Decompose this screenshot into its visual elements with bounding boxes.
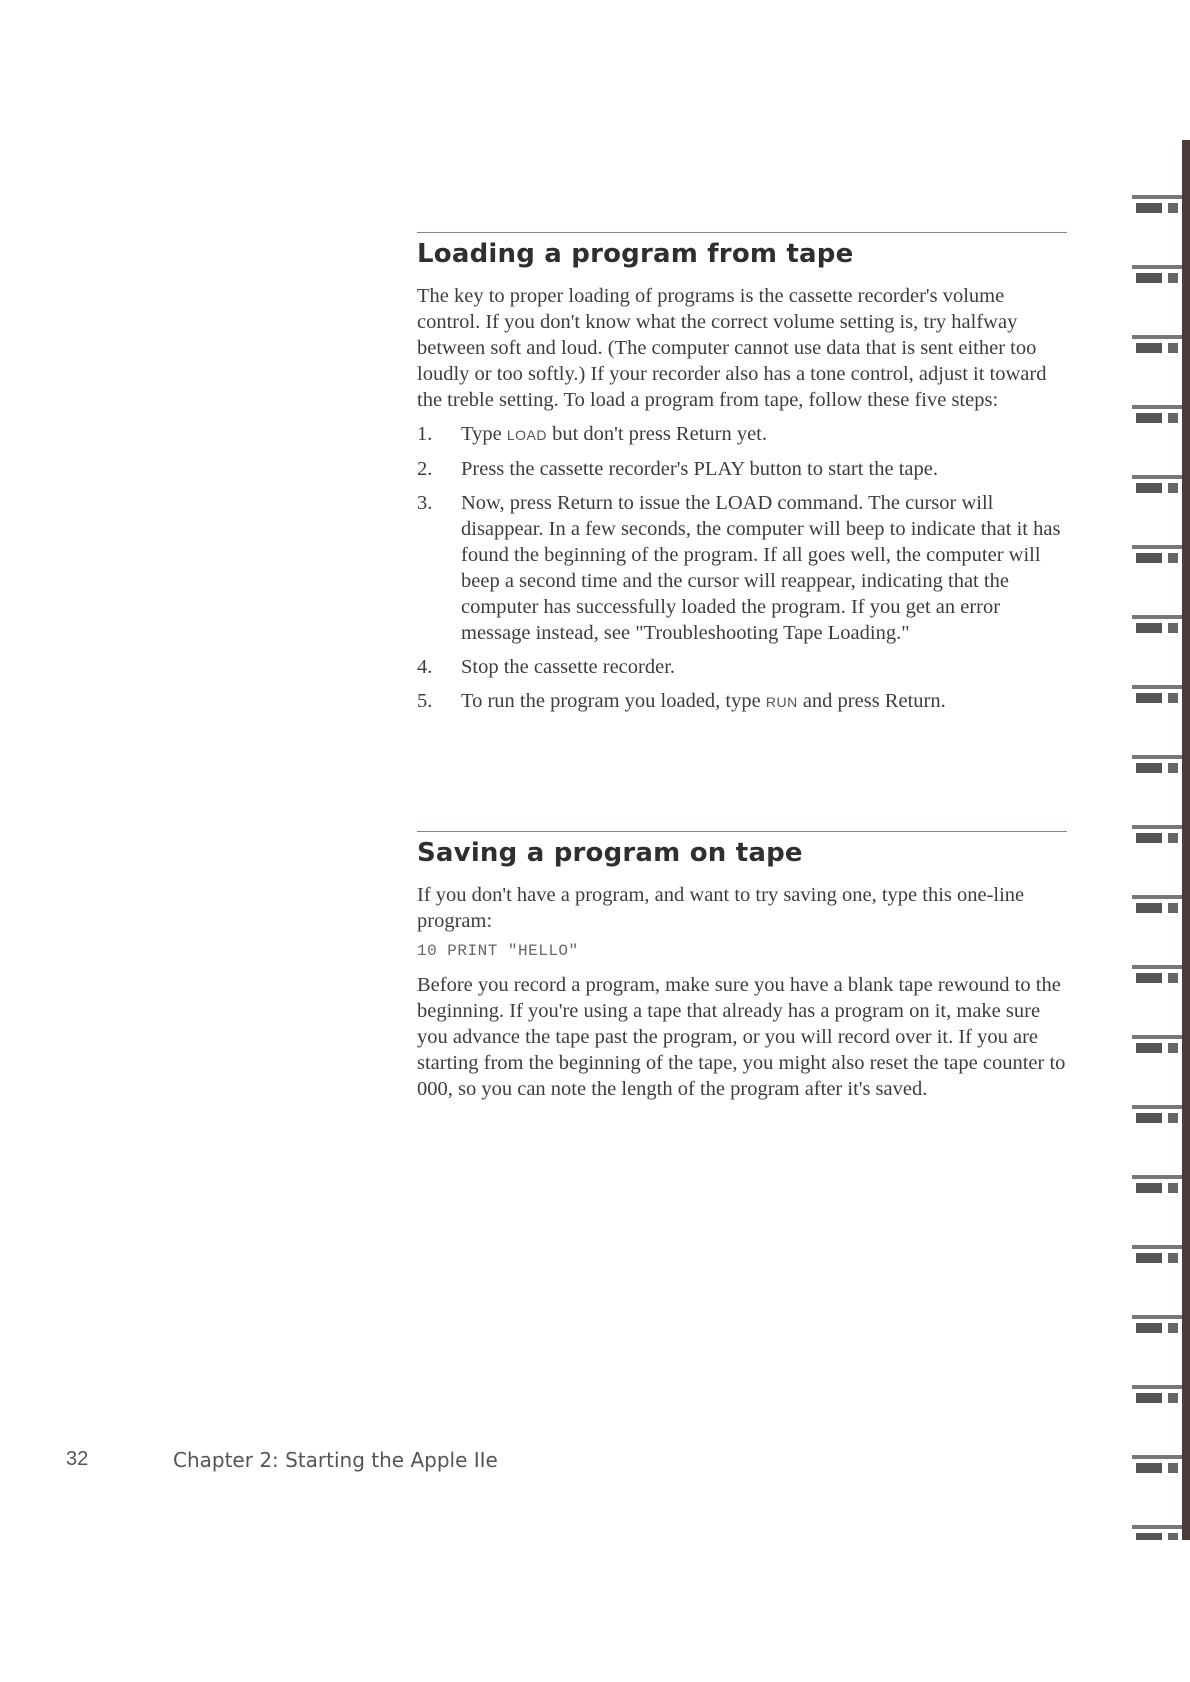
- section-rule: [417, 831, 1067, 832]
- body-paragraph: Before you record a program, make sure you have a blank tape rewound to the beginning. If you're using a tape that already has a program on it, make sure you advance the tape past the program, or you will record over it. If you are starting from the beginning of the tape, you might also reset the tape counter to 000, so you can note the length of the program after it's saved.: [417, 974, 1066, 1100]
- binding-coil-line: [1132, 755, 1182, 759]
- binding-coil: [1136, 693, 1162, 703]
- binding-coil: [1136, 903, 1162, 913]
- binding-coil-line: [1132, 965, 1182, 969]
- binding-coil: [1136, 1253, 1162, 1263]
- keyword-run: RUN: [765, 694, 798, 710]
- binding-coil-line: [1132, 475, 1182, 479]
- binding-coil: [1136, 1043, 1162, 1053]
- step-text: [461, 421, 1067, 448]
- binding-coil: [1168, 413, 1178, 423]
- binding-coil-line: [1132, 615, 1182, 619]
- binding-coil-line: [1132, 895, 1182, 899]
- section-saving: [417, 831, 1067, 1110]
- binding-coil: [1168, 1323, 1178, 1333]
- chapter-title: Chapter 2: Starting the Apple IIe: [173, 1448, 498, 1472]
- binding-coil: [1168, 1463, 1178, 1473]
- intro-paragraph: The key to proper loading of programs is the cassette recorder's volume control. If you don't know what the correct volume setting is, try halfway between soft and loud. (The computer cannot use data that is sent either too loudly or too softly.) If your recorder also has a tone control, adjust it toward the treble setting. To load a program from tape, follow these five steps:: [417, 285, 1047, 411]
- binding-coil-line: [1132, 1455, 1182, 1459]
- binding-coil: [1168, 1393, 1178, 1403]
- list-item: [417, 654, 1067, 680]
- binding-coil: [1136, 1533, 1162, 1540]
- step-text: [461, 688, 1067, 715]
- binding-coil: [1168, 973, 1178, 983]
- step-number: 1.: [417, 423, 433, 445]
- binding-coil: [1168, 903, 1178, 913]
- binding-coil: [1136, 1323, 1162, 1333]
- binding-coil: [1168, 1183, 1178, 1193]
- step-text: Now, press Return to issue the LOAD command. The cursor will disappear. In a few seconds, the computer will beep to indicate that it has found the beginning of the program. If all goes well, the computer will beep a second time and the cursor will reappear, indicating that the computer has successfully loaded the program. If you get an error message instead, see "Troubleshooting Tape Loading.": [461, 492, 1061, 644]
- keyword-load: LOAD: [506, 427, 547, 443]
- step-text-after: and press Return.: [797, 690, 946, 712]
- step-text: Press the cassette recorder's PLAY button to start the tape.: [461, 458, 938, 480]
- binding-coil-line: [1132, 825, 1182, 829]
- binding-coil-line: [1132, 1175, 1182, 1179]
- binding-coil: [1168, 1253, 1178, 1263]
- binding-coil-line: [1132, 195, 1182, 199]
- binding-coil-line: [1132, 405, 1182, 409]
- list-item: [417, 688, 1067, 715]
- binding-coil: [1136, 273, 1162, 283]
- step-number: 3.: [417, 492, 433, 514]
- binding-coil: [1136, 1183, 1162, 1193]
- binding-coil-line: [1132, 335, 1182, 339]
- binding-coil: [1136, 553, 1162, 563]
- binding-coil: [1136, 833, 1162, 843]
- section-rule: [417, 232, 1067, 233]
- binding-coil: [1168, 553, 1178, 563]
- binding-coil-line: [1132, 1315, 1182, 1319]
- binding-coil: [1136, 1463, 1162, 1473]
- binding-coil-line: [1132, 265, 1182, 269]
- binding-coil: [1168, 833, 1178, 843]
- step-text-before: Type: [461, 423, 507, 445]
- binding-coils: [1132, 195, 1182, 1540]
- intro-paragraph: If you don't have a program, and want to try saving one, type this one-line program:: [417, 884, 1025, 932]
- binding-coil: [1168, 483, 1178, 493]
- step-text-before: To run the program you loaded, type: [461, 690, 766, 712]
- binding-coil: [1168, 763, 1178, 773]
- binding-coil: [1136, 763, 1162, 773]
- step-number: 2.: [417, 458, 433, 480]
- section-loading: [417, 232, 1067, 723]
- section-heading: Saving a program on tape: [417, 838, 803, 868]
- binding-coil-line: [1132, 1105, 1182, 1109]
- page-number: 32: [66, 1448, 89, 1470]
- binding-coil: [1136, 623, 1162, 633]
- binding-coil-line: [1132, 1245, 1182, 1249]
- section-heading: Loading a program from tape: [417, 239, 854, 269]
- binding-coil: [1168, 1113, 1178, 1123]
- binding-coil: [1168, 343, 1178, 353]
- binding-coil-line: [1132, 1525, 1182, 1529]
- binding-coil: [1136, 343, 1162, 353]
- binding-coil: [1168, 693, 1178, 703]
- binding-coil: [1168, 623, 1178, 633]
- binding-coil-line: [1132, 545, 1182, 549]
- list-item: [417, 490, 1067, 646]
- binding-coil-line: [1132, 1385, 1182, 1389]
- steps-list: [417, 421, 1067, 715]
- binding-coil-line: [1132, 685, 1182, 689]
- step-number: 5.: [417, 690, 433, 712]
- code-sample: 10 PRINT "HELLO": [417, 942, 579, 960]
- binding-coil-line: [1132, 1035, 1182, 1039]
- binding-coil: [1168, 1043, 1178, 1053]
- binding-coil: [1136, 1113, 1162, 1123]
- list-item: [417, 456, 1067, 482]
- binding-coil: [1136, 203, 1162, 213]
- binding-coil: [1136, 973, 1162, 983]
- spiral-binding: [1128, 140, 1190, 1540]
- binding-coil: [1136, 413, 1162, 423]
- binding-coil: [1168, 203, 1178, 213]
- binding-coil: [1136, 483, 1162, 493]
- binding-coil: [1168, 273, 1178, 283]
- step-text-after: but don't press Return yet.: [546, 423, 768, 445]
- list-item: [417, 421, 1067, 448]
- binding-coil: [1168, 1533, 1178, 1540]
- binding-spine: [1182, 140, 1190, 1540]
- step-number: 4.: [417, 656, 433, 678]
- binding-coil: [1136, 1393, 1162, 1403]
- step-text: Stop the cassette recorder.: [461, 656, 676, 678]
